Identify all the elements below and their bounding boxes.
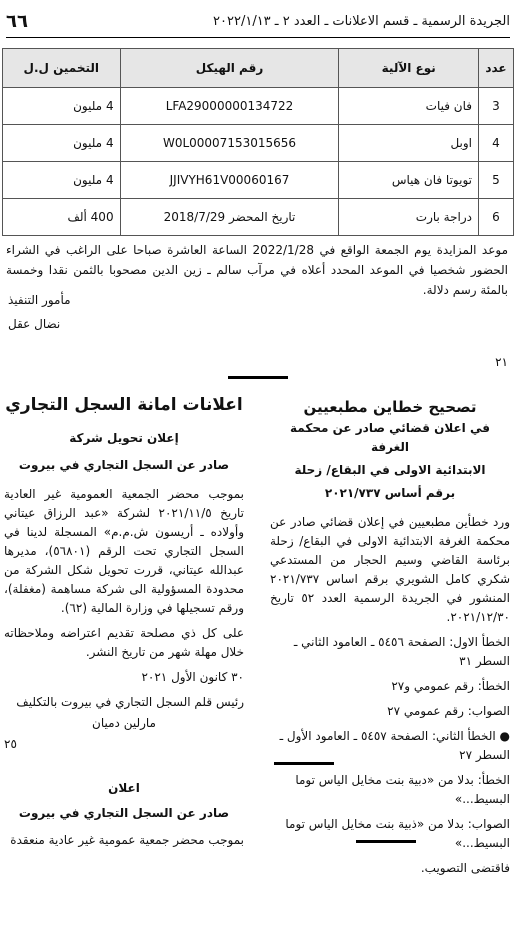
table-row [3,88,514,125]
ad1-number: ٢٥ [4,737,17,751]
correction-title: تصحيح خطاين مطبعيين [303,398,477,416]
header-title: الجريدة الرسمية ـ قسم الاعلانات ـ العدد ٢ ـ ٢٠٢٢/١/١٣ [213,13,510,29]
wrong-1: الخطأ: رقم عمومي و٢٧ [391,679,510,693]
cell: 3 [479,88,514,125]
cell: 400 ألف [3,199,121,236]
correction-close: فاقتضى التصويب. [420,861,510,875]
header-rule [6,37,510,38]
ad1-body2: على كل ذي مصلحة تقديم اعتراضه وملاحظاته خلال مهلة شهر من تاريخ النشر. [4,626,244,659]
cell: 6 [479,199,514,236]
cell: W0L00007153015656 [120,125,339,162]
signature-name: نضال عقل [8,317,61,331]
notice-number: ٢١ [495,355,508,369]
separator [228,376,288,379]
commercial-register-ads [4,396,244,850]
col-header: نوع الآلية [339,49,479,88]
table-row [3,162,514,199]
page-number: ٦٦ [6,10,28,32]
cell: 4 [479,125,514,162]
ad2-subtitle: صادر عن السجل التجاري في بيروت [18,806,230,820]
ad2-body: بموجب محضر جمعية عمومية غير عادية منعقدة [10,833,244,847]
correction-intro: ورد خطأين مطبعيين في إعلان قضائي صادر عن محكمة الغرفة الابتدائية الاولى في البقاع/ زحلة برئاسة القاضي وسيم الحجار من المستدعي شكري كامل الشويري برقم اساس ٢٠٢١/٧٣٧ المنشور في الجريدة الرسمية العدد ٥٢ تاريخ ٢٠٢١/١٢/٣٠. [270,515,510,624]
correction-notice [270,398,510,878]
cell: 4 مليون [3,162,121,199]
cell: تاريخ المحضر 2018/7/29 [120,199,339,236]
col-header: عدد [479,49,514,88]
cell: اوبل [339,125,479,162]
table-row [3,125,514,162]
table-row [3,199,514,236]
cell: LFA29000000134722 [120,88,339,125]
cell: JJIVYH61V00060167 [120,162,339,199]
cell: تويوتا فان هياس [339,162,479,199]
correction-subtitle: الابتدائية الاولى في البقاع/ زحلة [294,463,486,477]
section-title: اعلانات امانة السجل التجاري [5,395,243,415]
correct-2: الصواب: بدلا من «ذبية بنت مخايل الياس توما البسيط...» [285,817,510,850]
vehicles-table [2,48,514,236]
ad1-signature: رئيس قلم السجل التجاري في بيروت بالتكليف [16,695,244,709]
auction-notice: موعد المزايدة يوم الجمعة الواقع في 2022/1/28 الساعة العاشرة صباحا على الراغب في الشراء الحضور شخصيا في الموعد المحدد أعلاه في مرآب سالم ـ زين الدين مصحوبا بالثمن نقدا وخمسة بالمئة رسم دلالة. [6,243,509,297]
ad1-subtitle: صادر عن السجل التجاري في بيروت [18,458,230,472]
error-1: الخطأ الاول: الصفحة ٥٤٥٦ ـ العامود الثاني ـ السطر ٣١ [293,635,510,668]
correct-1: الصواب: رقم عمومي ٢٧ [387,704,510,718]
ad1-date: ٣٠ كانون الأول ٢٠٢١ [141,670,244,684]
cell: 4 مليون [3,88,121,125]
signature-title: مأمور التنفيذ [8,293,71,307]
cell: دراجة بارت [339,199,479,236]
ad2-title: اعلان [108,781,140,795]
ad1-title: إعلان تحويل شركة [69,431,179,445]
error-2: ● الخطأ الثاني: الصفحة ٥٤٥٧ ـ العامود الأول ـ السطر ٢٧ [279,729,510,762]
correction-subtitle: برقم أساس ٢٠٢١/٧٣٧ [324,486,456,500]
cell: فان فيات [339,88,479,125]
cell: 5 [479,162,514,199]
col-header: رقم الهيكل [120,49,339,88]
separator [356,840,416,843]
cell: 4 مليون [3,125,121,162]
wrong-2: الخطأ: بدلا من «دبية بنت مخايل الياس توما البسيط...» [295,773,510,806]
correction-subtitle: في اعلان قضائي صادر عن محكمة الغرفة [290,421,490,454]
page-header [6,6,510,36]
separator [274,762,334,765]
ad1-name: مارلين دميان [92,716,156,730]
table-header-row [3,49,514,88]
col-header: التخمين ل.ل [3,49,121,88]
ad1-body: بموجب محضر الجمعية العمومية غير العادية تاريخ ٢٠٢١/١١/٥ لشركة «عبد الرزاق عيتاني وأولاده ـ أريسون ش.م.م» المسجلة لدينا في السجل التجاري تحت الرقم (٥٦٨٠١)، مديرها عبدالله عيتاني، قررت تحويل شكل الشركة من محدودة المسؤولية الى شركة مساهمة (مغفلة)، ورقم تسجيلها في وزارة المالية (٦٢). [4,487,245,615]
